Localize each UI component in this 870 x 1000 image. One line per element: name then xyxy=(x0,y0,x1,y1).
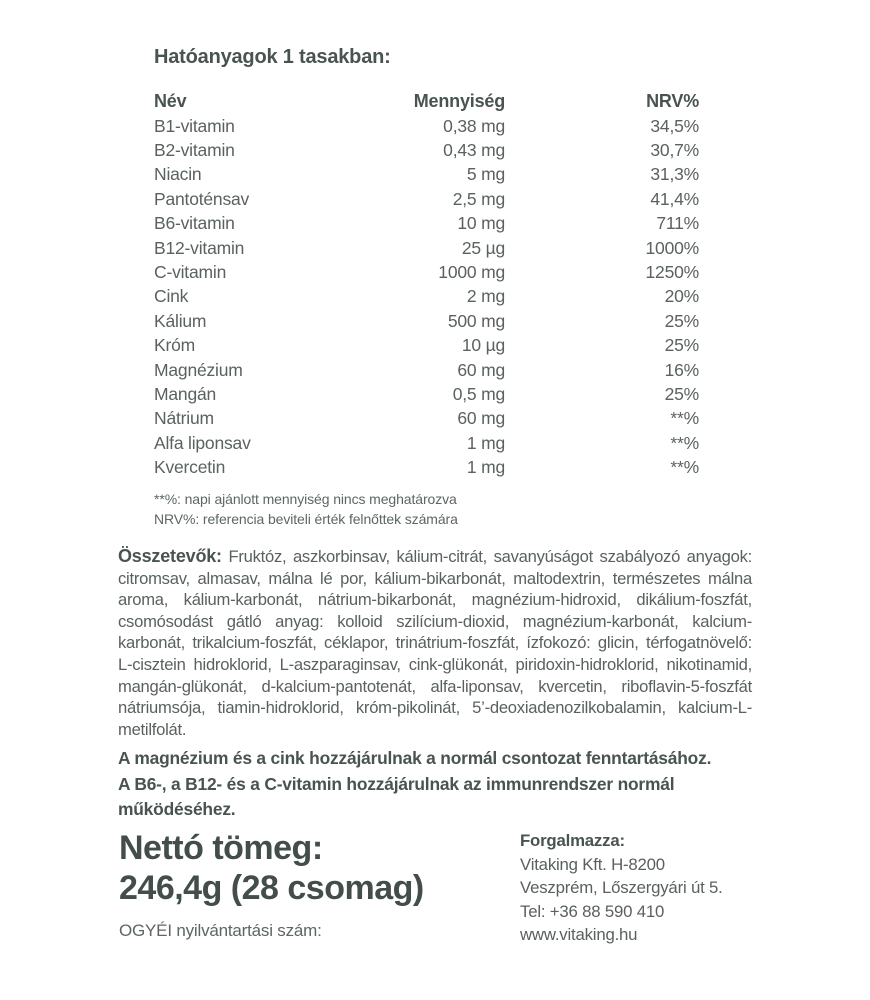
table-row xyxy=(154,163,699,187)
ingredient-nrv: 30,7% xyxy=(650,140,699,161)
distributor-address: Veszprém, Lőszergyári út 5. xyxy=(520,878,723,898)
ingredient-name: Pantoténsav xyxy=(154,188,250,209)
table-row xyxy=(154,309,699,333)
net-weight-block xyxy=(119,828,424,908)
distributor-phone: Tel: +36 88 590 410 xyxy=(520,901,665,921)
ingredient-name: Alfa liponsav xyxy=(154,432,251,453)
claim-line: A magnézium és a cink hozzájárulnak a normál csontozat fenntartásához. xyxy=(118,748,712,768)
ingredient-amount: 500 mg xyxy=(447,310,505,331)
ingredient-nrv: **% xyxy=(670,408,699,429)
table-row xyxy=(154,358,699,382)
page-title: Hatóanyagok 1 tasakban: xyxy=(154,46,391,68)
ingredient-amount: 0,38 mg xyxy=(443,115,505,136)
table-footnotes xyxy=(154,489,458,529)
ingredients-text: Fruktóz, aszkorbinsav, kálium-citrát, savanyúságot szabályozó anyagok: citromsav, almasav, málna lé por, kálium-bikarbonát, maltodextrin, természetes málna aroma, kálium-karbonát, nátrium-bikarbonát, magnézium-hidroxid, dikálium-foszfát, csomósodást gátló anyag: kolloid szilícium-dioxid, magnézium-karbonát, kalcium-karbonát, trikalcium-foszfát, céklapor, trinátrium-foszfát, ízfokozó: glicin, térfogatnövelő: L-cisztein hidroklorid, L-aszparaginsav, cink-glükonát, piridoxin-hidroklorid, nikotinamid, mangán-glükonát, d-kalcium-pantotenát, alfa-liponsav, kvercetin, riboflavin-5-foszfát nátriumsója, tiamin-hidroklorid, króm-pikolinát, 5’-deoxiadenozilkobalamin, kalcium-L-metilfolát. xyxy=(118,547,752,739)
ingredient-name: B2-vitamin xyxy=(154,140,235,161)
ingredient-nrv: 25% xyxy=(664,335,699,356)
distributor-block xyxy=(520,829,723,947)
distributor-website: www.vitaking.hu xyxy=(520,925,638,945)
ingredient-amount: 1 mg xyxy=(466,432,505,453)
ingredient-name: Króm xyxy=(154,335,196,356)
ingredient-amount: 60 mg xyxy=(457,408,505,429)
ingredient-amount: 5 mg xyxy=(466,164,505,185)
ingredient-nrv: 16% xyxy=(664,359,699,380)
ingredient-nrv: 25% xyxy=(664,383,699,404)
ingredient-nrv: 31,3% xyxy=(650,164,699,185)
table-row xyxy=(154,236,699,260)
table-row xyxy=(154,114,699,138)
table-row xyxy=(154,138,699,162)
active-ingredients-table xyxy=(154,88,699,480)
net-weight-label: Nettó tömeg: xyxy=(119,829,323,867)
net-weight-value: 246,4g (28 csomag) xyxy=(119,869,424,907)
table-header-row xyxy=(154,88,699,114)
ingredient-name: C-vitamin xyxy=(154,262,227,283)
ingredient-name: Kvercetin xyxy=(154,457,226,478)
column-header-amount: Mennyiség xyxy=(413,90,505,111)
ingredient-name: B12-vitamin xyxy=(154,237,245,258)
ingredient-name: Nátrium xyxy=(154,408,214,429)
table-row xyxy=(154,407,699,431)
table-row xyxy=(154,382,699,406)
health-claims xyxy=(118,746,758,823)
distributor-company: Vitaking Kft. H-8200 xyxy=(520,854,665,874)
distributor-label: Forgalmazza: xyxy=(520,831,625,850)
column-header-name: Név xyxy=(154,90,187,111)
footnote-no-nrv: **%: napi ajánlott mennyiség nincs meghatározva xyxy=(154,491,457,507)
ingredient-nrv: 1000% xyxy=(645,237,699,258)
ingredient-amount: 2,5 mg xyxy=(452,188,505,209)
ingredient-nrv: 711% xyxy=(656,213,699,234)
table-row xyxy=(154,187,699,211)
ingredient-nrv: **% xyxy=(670,457,699,478)
claim-line: A B6-, a B12- és a C-vitamin hozzájárulnak az immunrendszer normál xyxy=(118,773,675,794)
ingredient-amount: 10 mg xyxy=(457,213,505,234)
ingredient-name: Niacin xyxy=(154,164,202,185)
table-row xyxy=(154,334,699,358)
ingredient-name: Mangán xyxy=(154,383,217,404)
ingredient-amount: 0,5 mg xyxy=(452,383,505,404)
table-row xyxy=(154,285,699,309)
ingredient-nrv: 1250% xyxy=(645,262,699,283)
ingredient-name: B1-vitamin xyxy=(154,115,235,136)
ingredient-amount: 60 mg xyxy=(457,359,505,380)
ingredient-amount: 1 mg xyxy=(466,457,505,478)
table-row xyxy=(154,455,699,479)
footnote-nrv-definition: NRV%: referencia beviteli érték felnőttek számára xyxy=(154,511,458,527)
ingredient-nrv: **% xyxy=(670,432,699,453)
ingredient-nrv: 25% xyxy=(664,310,699,331)
claim-line: működéséhez. xyxy=(118,799,236,820)
ingredient-amount: 25 µg xyxy=(461,237,505,258)
ingredient-amount: 1000 mg xyxy=(438,262,505,283)
ingredient-nrv: 41,4% xyxy=(650,188,699,209)
column-header-nrv: NRV% xyxy=(646,90,699,111)
ingredient-amount: 0,43 mg xyxy=(443,140,505,161)
ingredients-label: Összetevők: xyxy=(118,546,222,566)
table-row xyxy=(154,431,699,455)
ingredient-amount: 10 µg xyxy=(461,335,505,356)
ingredient-nrv: 34,5% xyxy=(650,115,699,136)
ingredient-nrv: 20% xyxy=(664,286,699,307)
table-row xyxy=(154,212,699,236)
ingredient-amount: 2 mg xyxy=(466,286,505,307)
ingredient-name: B6-vitamin xyxy=(154,213,235,234)
ingredient-name: Cink xyxy=(154,286,189,307)
ingredients-paragraph xyxy=(118,546,752,740)
ingredient-name: Magnézium xyxy=(154,359,243,380)
registration-number-label: OGYÉI nyilvántartási szám: xyxy=(119,921,322,940)
ingredient-name: Kálium xyxy=(154,310,207,331)
table-row xyxy=(154,260,699,284)
